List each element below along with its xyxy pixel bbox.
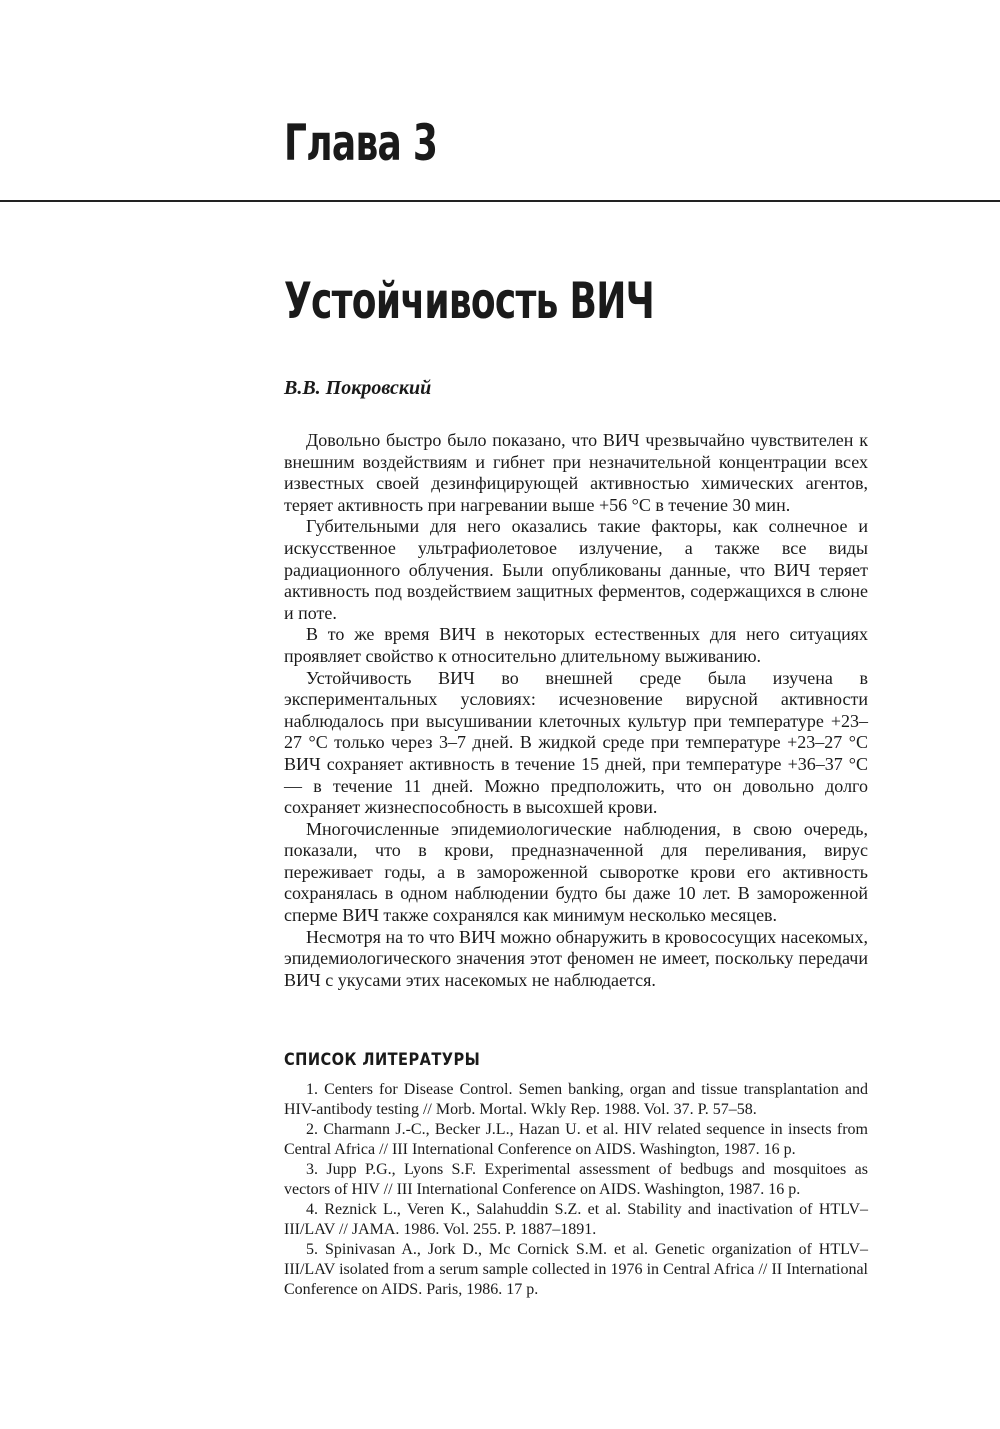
references-heading: СПИСОК ЛИТЕРАТУРЫ <box>284 1050 481 1070</box>
body-text <box>284 430 868 991</box>
chapter-label: Глава 3 <box>284 114 438 172</box>
chapter-divider <box>0 200 1000 202</box>
paragraph: Многочисленные эпидемиологические наблюдения, в свою очередь, показали, что в крови, предназначенной для переливания, вирус переживает годы, а в замороженной сыворотке крови его активность сохранялась в одном наблюдении будто бы даже 10 лет. В замороженной сперме ВИЧ также сохранялся как минимум несколько месяцев. <box>284 818 868 926</box>
paragraph: Несмотря на то что ВИЧ можно обнаружить в кровососущих насекомых, эпидемиологического значения этот феномен не имеет, поскольку передачи ВИЧ с укусами этих насекомых не наблюдается. <box>284 926 868 990</box>
references-list <box>284 1080 868 1300</box>
reference-item: 2. Charmann J.-C., Becker J.L., Hazan U. et al. HIV related sequence in insects from Central Africa // III International Conference on AIDS. Washington, 1987. 16 p. <box>284 1121 868 1158</box>
paragraph: В то же время ВИЧ в некоторых естественных для него ситуациях проявляет свойство к относительно длительному выживанию. <box>284 624 868 666</box>
paragraph: Довольно быстро было показано, что ВИЧ чрезвычайно чувствителен к внешним воздействиям и гибнет при незначительной концентрации всех известных своей дезинфицирующей активностью химических агентов, теряет активность при нагревании выше +56 °С в течение 30 мин. <box>284 430 868 515</box>
reference-item: 5. Spinivasan A., Jork D., Mc Cornick S.M. et al. Genetic organization of HTLV– III/LAV isolated from a serum sample collected in 1976 in Central Africa // II International Conference on AIDS. Paris, 1986. 17 p. <box>284 1241 868 1298</box>
reference-item: 1. Centers for Disease Control. Semen banking, organ and tissue transplantation and HIV-antibody testing // Morb. Mortal. Wkly Rep. 1988. Vol. 37. P. 57–58. <box>284 1081 868 1118</box>
chapter-title: Устойчивость ВИЧ <box>284 272 655 330</box>
reference-item: 3. Jupp P.G., Lyons S.F. Experimental assessment of bedbugs and mosquitoes as vectors of HIV // III International Conference on AIDS. Washington, 1987. 16 p. <box>284 1161 868 1198</box>
paragraph: Устойчивость ВИЧ во внешней среде была изучена в экспериментальных условиях: исчезновение вирусной активности наблюдалось при высушивании клеточных культур при температуре +23–27 °С только через 3–7 дней. В жидкой среде при температуре +23–27 °С ВИЧ сохраняет активность в течение 15 дней, при температуре +36–37 °С — в течение 11 дней. Можно предположить, что он довольно долго сохраняет жизнеспособность в высохшей крови. <box>284 667 868 818</box>
author-name: В.В. Покровский <box>284 377 432 399</box>
reference-item: 4. Reznick L., Veren K., Salahuddin S.Z. et al. Stability and inactivation of HTLV–III/LAV // JAMA. 1986. Vol. 255. P. 1887–1891. <box>284 1201 868 1238</box>
paragraph: Губительными для него оказались такие факторы, как солнечное и искусственное ультрафиолетовое излучение, а также все виды радиационного облучения. Были опубликованы данные, что ВИЧ теряет активность под воздействием защитных ферментов, содержащихся в слюне и поте. <box>284 516 868 623</box>
